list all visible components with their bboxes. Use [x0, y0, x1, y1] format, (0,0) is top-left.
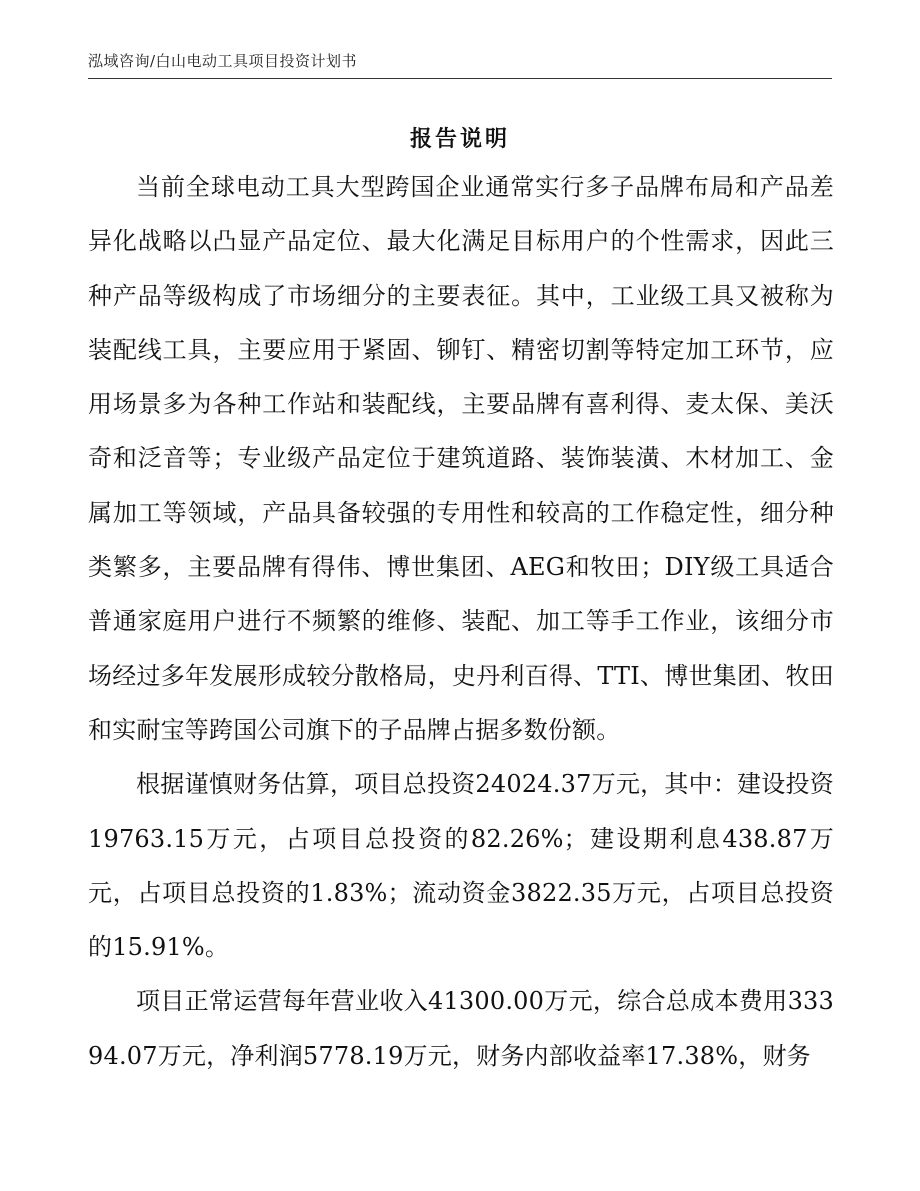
- paragraph-operating-revenue: 项目正常运营每年营业收入41300.00万元，综合总成本费用33394.07万元，净利润5778.19万元，财务内部收益率17.38%，财务: [88, 987, 834, 1070]
- running-header: 泓域咨询/白山电动工具项目投资计划书: [88, 52, 358, 70]
- document-body: [88, 160, 834, 1083]
- header-divider: [88, 78, 832, 79]
- document-title: 报告说明: [409, 126, 510, 152]
- paragraph-market-segmentation: 当前全球电动工具大型跨国企业通常实行多子品牌布局和产品差异化战略以凸显产品定位、最大化满足目标用户的个性需求，因此三种产品等级构成了市场细分的主要表征。其中，工业级工具又被称为装配线工具，主要应用于紧固、铆钉、精密切割等特定加工环节，应用场景多为各种工作站和装配线，主要品牌有喜利得、麦太保、美沃奇和泛音等；专业级产品定位于建筑道路、装饰装潢、木材加工、金属加工等领域，产品具备较强的专用性和较高的工作稳定性，细分种类繁多，主要品牌有得伟、博世集团、AEG和牧田；DIY级工具适合普通家庭用户进行不频繁的维修、装配、加工等手工作业，该细分市场经过多年发展形成较分散格局，史丹利百得、TTI、博世集团、牧田和实耐宝等跨国公司旗下的子品牌占据多数份额。: [88, 173, 834, 744]
- paragraph-investment-estimate: 根据谨慎财务估算，项目总投资24024.37万元，其中：建设投资19763.15万元，占项目总投资的82.26%；建设期利息438.87万元，占项目总投资的1.83%；流动资金3822.35万元，占项目总投资的15.91%。: [88, 770, 834, 962]
